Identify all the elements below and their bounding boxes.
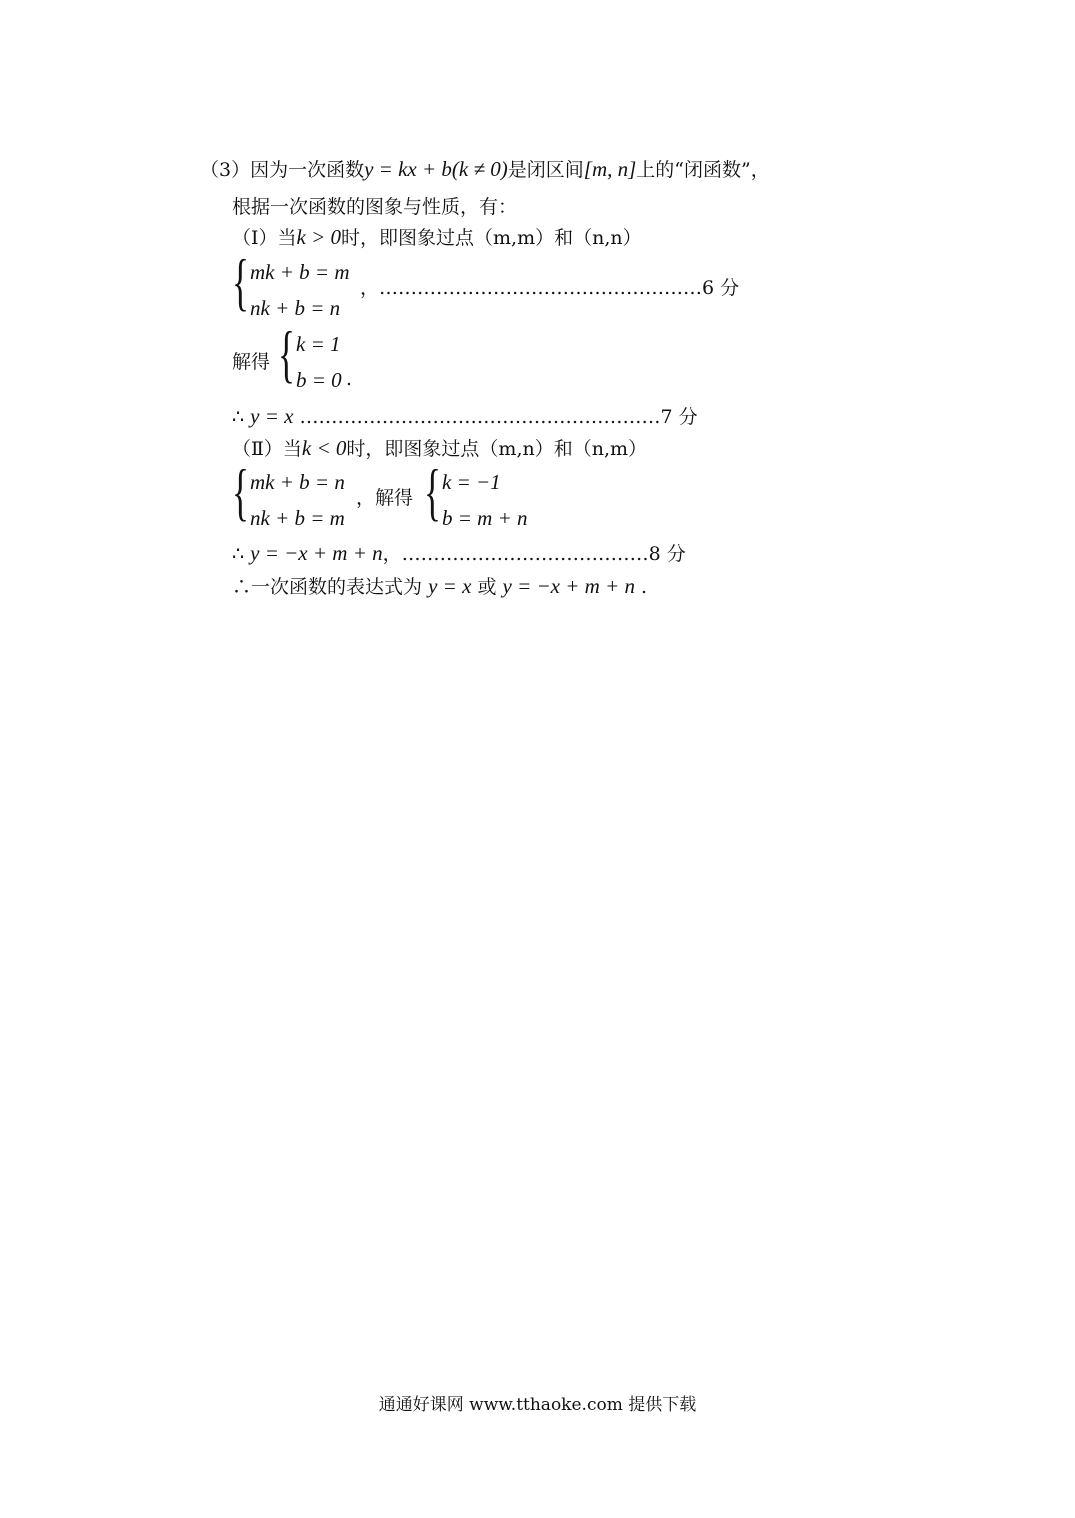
case-1-solution [278, 318, 342, 398]
conclusion-text: 一次函数的表达式为 [251, 576, 423, 598]
case-1-system [232, 246, 350, 326]
case-2-solution [424, 456, 528, 536]
case-1-result [232, 404, 698, 429]
intro-line-2: 根据一次函数的图象与性质，有： [232, 196, 518, 218]
case-1-sol-1: k = 1 [296, 332, 341, 356]
case-2-sol-2: b = m + n [442, 506, 528, 530]
case-2-solve-label: ，解得 [356, 487, 414, 509]
case-1-solve-label: 解得 [232, 351, 271, 373]
closed-interval: [m, n] [583, 157, 637, 181]
case-1-prefix: （Ⅰ）当 [232, 227, 297, 249]
case-1-condition: k > 0 [296, 225, 342, 249]
case-1-sol-2: b = 0 [296, 368, 342, 392]
intro-suffix: 上的“闭函数”， [636, 159, 770, 181]
conclusion-or: 或 [477, 576, 497, 598]
brace: { [232, 246, 249, 317]
case-1-suffix: 时，即图象过点（m,m）和（n,n） [341, 227, 642, 249]
case-2-result [232, 541, 686, 566]
case-1-score: ，……………………………………………6 分 [360, 277, 740, 299]
conclusion-end: . [641, 576, 648, 598]
intro-prefix: （3）因为一次函数 [200, 159, 365, 181]
case-2-result-expr: y = −x + m + n [250, 541, 383, 565]
therefore-symbol: ∴ [232, 543, 245, 565]
case-2-result-score: ，…………………………………8 分 [382, 543, 686, 565]
brace: { [232, 456, 249, 527]
intro-mid: 是闭区间 [507, 159, 584, 181]
therefore-symbol: ∴ [232, 576, 252, 598]
case-2-suffix: 时，即图象过点（m,n）和（n,m） [346, 438, 648, 460]
case-1-sol-end: . [346, 368, 353, 390]
problem-3-intro [200, 157, 770, 182]
case-1-result-score: …………………………………………………7 分 [299, 406, 698, 428]
page-footer: 通通好课网 www.tthaoke.com 提供下载 [378, 1395, 697, 1415]
case-1-eq-1: mk + b = m [250, 260, 350, 284]
therefore-symbol: ∴ [232, 406, 245, 428]
case-2-condition: k < 0 [301, 436, 347, 460]
conclusion-expr-1: y = x [428, 574, 472, 598]
case-1-result-expr: y = x [250, 404, 294, 428]
brace: { [278, 318, 295, 389]
conclusion [232, 574, 647, 599]
function-expression: y = kx + b [364, 157, 452, 181]
conclusion-expr-2: y = −x + m + n [502, 574, 635, 598]
case-2-eq-2: nk + b = m [250, 506, 345, 530]
case-2-sol-1: k = −1 [442, 470, 501, 494]
case-1-header [232, 225, 642, 250]
case-2-eq-1: mk + b = n [250, 470, 345, 494]
case-2-prefix: （Ⅱ）当 [232, 438, 302, 460]
function-condition: (k ≠ 0) [451, 157, 508, 181]
brace: { [424, 456, 441, 527]
case-2-system [232, 456, 345, 536]
case-1-eq-2: nk + b = n [250, 296, 341, 320]
